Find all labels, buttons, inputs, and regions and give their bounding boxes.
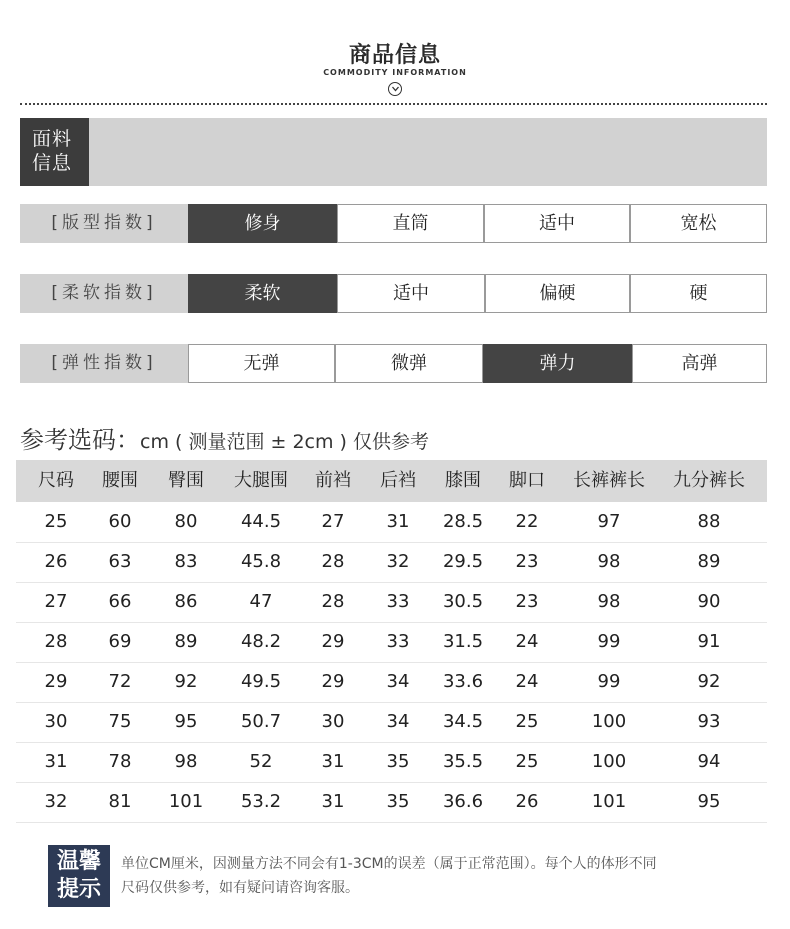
- table-cell: 99: [597, 671, 621, 692]
- table-cell: 30: [44, 711, 68, 732]
- table-cell: 31: [44, 751, 68, 772]
- table-row: [16, 662, 767, 703]
- elasticity-option-2: 微弹: [335, 344, 483, 383]
- column-header: 后裆: [380, 470, 416, 491]
- table-cell: 23: [515, 551, 539, 572]
- fit-option-1: 修身: [188, 204, 337, 243]
- table-cell: 32: [44, 791, 68, 812]
- table-cell: 32: [386, 551, 410, 572]
- softness-option-2: 适中: [337, 274, 485, 313]
- table-cell: 35: [386, 751, 410, 772]
- page-subtitle: COMMODITY INFORMATION: [323, 68, 467, 77]
- table-row: [16, 542, 767, 583]
- elasticity-option-4: 高弹: [632, 344, 767, 383]
- column-header: 尺码: [38, 470, 74, 491]
- softness-index-row: [20, 274, 767, 313]
- elasticity-index-label: [弹性指数]: [20, 344, 188, 383]
- table-cell: 24: [515, 671, 539, 692]
- table-cell: 47: [249, 591, 273, 612]
- table-cell: 81: [108, 791, 132, 812]
- chevron-down-icon: [388, 82, 402, 96]
- table-row: [16, 702, 767, 743]
- fit-index-label: [版型指数]: [20, 204, 188, 243]
- table-cell: 98: [174, 751, 198, 772]
- table-cell: 36.6: [442, 791, 484, 812]
- table-cell: 101: [591, 791, 627, 812]
- tips-badge-line2: 提示: [56, 877, 101, 902]
- table-row: [16, 582, 767, 623]
- table-cell: 27: [321, 511, 345, 532]
- table-cell: 45.8: [240, 551, 282, 572]
- size-reference-note-prefix: cm ( 测量范围: [140, 431, 271, 453]
- table-cell: 35: [386, 791, 410, 812]
- table-cell: 97: [597, 511, 621, 532]
- table-cell: 30.5: [442, 591, 484, 612]
- table-cell: 83: [174, 551, 198, 572]
- table-cell: 91: [697, 631, 721, 652]
- column-header: 臀围: [168, 470, 204, 491]
- table-cell: 60: [108, 511, 132, 532]
- column-header: 九分裤长: [673, 470, 745, 491]
- column-header: 大腿围: [234, 470, 288, 491]
- softness-option-1: 柔软: [188, 274, 337, 313]
- column-header: 脚口: [509, 470, 545, 491]
- table-cell: 80: [174, 511, 198, 532]
- tips-badge: [48, 845, 110, 907]
- fit-option-4: 宽松: [630, 204, 767, 243]
- elasticity-option-3: 弹力: [483, 344, 632, 383]
- fit-index-row: [20, 204, 767, 243]
- table-cell: 98: [597, 551, 621, 572]
- table-cell: 29: [321, 671, 345, 692]
- table-cell: 35.5: [442, 751, 484, 772]
- table-cell: 63: [108, 551, 132, 572]
- size-reference-heading: [20, 420, 429, 455]
- column-header: 腰围: [102, 470, 138, 491]
- table-cell: 88: [697, 511, 721, 532]
- size-reference-title: 参考选码：: [20, 426, 140, 454]
- table-cell: 33: [386, 631, 410, 652]
- size-reference-note-suffix: 2cm ) 仅供参考: [286, 431, 429, 453]
- plus-minus-symbol: ±: [270, 431, 287, 453]
- table-cell: 31.5: [442, 631, 484, 652]
- table-cell: 95: [174, 711, 198, 732]
- table-cell: 27: [44, 591, 68, 612]
- table-cell: 69: [108, 631, 132, 652]
- table-row: [16, 622, 767, 663]
- table-row: [16, 782, 767, 823]
- fit-option-2: 直筒: [337, 204, 484, 243]
- table-cell: 92: [697, 671, 721, 692]
- table-cell: 31: [321, 791, 345, 812]
- table-cell: 34: [386, 671, 410, 692]
- table-cell: 95: [697, 791, 721, 812]
- table-cell: 86: [174, 591, 198, 612]
- table-cell: 28: [44, 631, 68, 652]
- fabric-info-bar: [20, 118, 767, 186]
- table-cell: 28.5: [442, 511, 484, 532]
- table-cell: 44.5: [240, 511, 282, 532]
- table-cell: 31: [321, 751, 345, 772]
- elasticity-option-1: 无弹: [188, 344, 335, 383]
- table-cell: 93: [697, 711, 721, 732]
- table-cell: 52: [249, 751, 273, 772]
- table-cell: 72: [108, 671, 132, 692]
- table-cell: 94: [697, 751, 721, 772]
- fabric-info-label: [20, 118, 89, 186]
- table-cell: 101: [168, 791, 204, 812]
- table-cell: 100: [591, 751, 627, 772]
- softness-index-label: [柔软指数]: [20, 274, 188, 313]
- table-cell: 26: [515, 791, 539, 812]
- column-header: 膝围: [445, 470, 481, 491]
- table-cell: 75: [108, 711, 132, 732]
- table-cell: 66: [108, 591, 132, 612]
- table-cell: 29: [44, 671, 68, 692]
- page-title: 商品信息: [348, 43, 441, 68]
- column-header: 前裆: [315, 470, 351, 491]
- table-cell: 24: [515, 631, 539, 652]
- table-cell: 100: [591, 711, 627, 732]
- table-cell: 48.2: [240, 631, 282, 652]
- table-cell: 34: [386, 711, 410, 732]
- table-cell: 89: [697, 551, 721, 572]
- tips-text-line2: 尺码仅供参考，如有疑问请咨询客服。: [121, 880, 359, 896]
- tips-text-line1: 单位CM厘米，因测量方法不同会有1-3CM的误差（属于正常范围）。每个人的体形不同: [121, 856, 657, 872]
- table-cell: 30: [321, 711, 345, 732]
- table-cell: 78: [108, 751, 132, 772]
- table-cell: 29: [321, 631, 345, 652]
- table-cell: 89: [174, 631, 198, 652]
- column-header: 长裤裤长: [573, 470, 645, 491]
- table-cell: 22: [515, 511, 539, 532]
- table-cell: 50.7: [240, 711, 282, 732]
- table-cell: 26: [44, 551, 68, 572]
- tips-badge-line1: 温馨: [56, 849, 101, 874]
- table-row: [16, 742, 767, 783]
- table-cell: 34.5: [442, 711, 484, 732]
- fabric-label-line1: 面料: [32, 128, 73, 150]
- size-table-header: [16, 460, 767, 502]
- table-cell: 98: [597, 591, 621, 612]
- dotted-divider: [20, 103, 767, 105]
- table-cell: 33.6: [442, 671, 484, 692]
- fabric-label-line2: 信息: [32, 152, 73, 174]
- table-cell: 28: [321, 551, 345, 572]
- table-cell: 25: [515, 711, 539, 732]
- table-cell: 29.5: [442, 551, 484, 572]
- fit-option-3: 适中: [484, 204, 630, 243]
- table-cell: 23: [515, 591, 539, 612]
- table-cell: 90: [697, 591, 721, 612]
- softness-option-3: 偏硬: [485, 274, 630, 313]
- softness-option-4: 硬: [630, 274, 767, 313]
- table-cell: 92: [174, 671, 198, 692]
- table-cell: 33: [386, 591, 410, 612]
- table-cell: 53.2: [240, 791, 282, 812]
- table-cell: 25: [515, 751, 539, 772]
- table-cell: 99: [597, 631, 621, 652]
- table-row: [16, 502, 767, 543]
- table-cell: 28: [321, 591, 345, 612]
- table-cell: 25: [44, 511, 68, 532]
- table-cell: 49.5: [240, 671, 282, 692]
- table-cell: 31: [386, 511, 410, 532]
- elasticity-index-row: [20, 344, 767, 383]
